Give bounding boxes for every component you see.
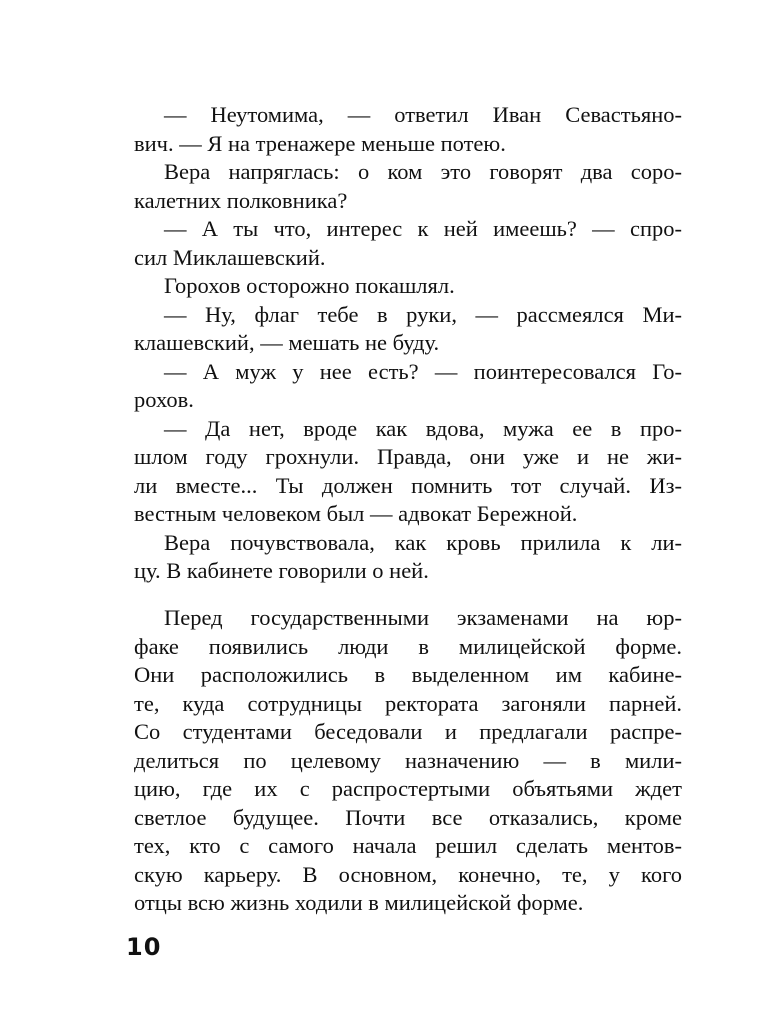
text-line: рохов.: [134, 387, 194, 412]
text-line: Горохов осторожно покашлял.: [164, 273, 455, 298]
text-line: вестным человеком был — адвокат Бережной.: [134, 501, 578, 526]
text-line: Вера напряглась: о ком это говорят два соро-: [164, 159, 682, 184]
text-line: — А муж у нее есть? — поинтересовался Го-: [164, 358, 682, 384]
text-section-2: [134, 604, 682, 918]
text-line: вич. — Я на тренажере меньше потею.: [134, 130, 506, 156]
text-line: делиться по целевому назначению — в мили-: [134, 747, 682, 773]
text-line: Они расположились в выделенном им кабине-: [134, 662, 682, 687]
text-line: Вера почувствовала, как кровь прилила к ли-: [164, 529, 682, 555]
text-line: отцы всю жизнь ходили в милицейской форме.: [134, 890, 584, 915]
text-line: тех, кто с самого начала решил сделать ментов-: [134, 833, 682, 858]
text-line: — А ты что, интерес к ней имеешь? — спро-: [164, 216, 682, 241]
text-line: цию, где их с распростертыми объятьями ждет: [134, 776, 682, 801]
text-line: Со студентами беседовали и предлагали распре-: [134, 719, 682, 744]
text-line: те, куда сотрудницы ректората загоняли парней.: [134, 690, 682, 716]
text-line: клашевский, — мешать не буду.: [134, 330, 440, 355]
text-line: скую карьеру. В основном, конечно, те, у кого: [134, 861, 682, 887]
text-line: цу. В кабинете говорили о ней.: [134, 558, 429, 583]
page-number: 10: [126, 933, 162, 961]
text-line: сил Миклашевский.: [134, 244, 326, 270]
text-line: Перед государственными экзаменами на юр-: [164, 605, 682, 630]
text-line: шлом году грохнули. Правда, они уже и не жи-: [134, 444, 682, 469]
text-line: ли вместе... Ты должен помнить тот случай. Из-: [134, 472, 682, 498]
text-line: факе появились люди в милицейской форме.: [134, 633, 682, 659]
text-section-1: [134, 101, 682, 586]
text-line: светлое будущее. Почти все отказались, кроме: [134, 804, 682, 830]
text-line: — Да нет, вроде как вдова, мужа ее в про-: [164, 415, 682, 441]
text-line: — Неутомима, — ответил Иван Севастьяно-: [164, 102, 682, 127]
text-line: калетних полковника?: [134, 187, 348, 213]
text-line: — Ну, флаг тебе в руки, — рассмеялся Ми-: [164, 301, 682, 327]
